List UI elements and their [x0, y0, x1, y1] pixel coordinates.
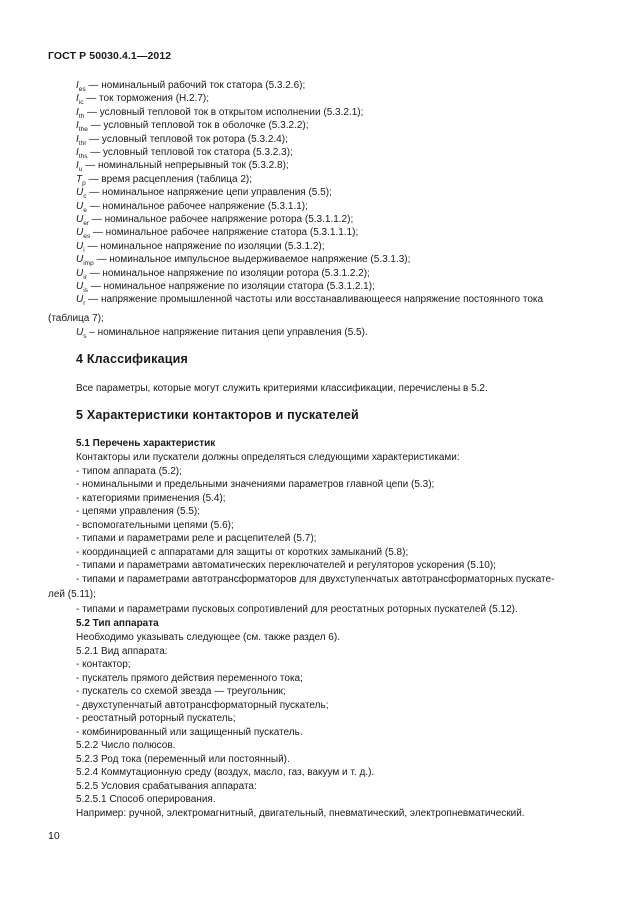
- section-5-2-line: 5.2.4 Коммутационную среду (воздух, масло, газ, вакуум и т. д.).: [76, 767, 375, 778]
- list-item: - типом аппарата (5.2);: [76, 465, 182, 477]
- definition-text: — номинальное импульсное выдерживаемое напряжение (5.3.1.3);: [93, 254, 411, 266]
- definition-text: — номинальное рабочее напряжение статора (5.3.1.1.1);: [90, 227, 359, 239]
- definition-symbol: I: [76, 93, 79, 105]
- section-5-2-line: 5.2.2 Число полюсов.: [76, 740, 176, 751]
- section-5-2-line: 5.2.5 Условия срабатывания аппарата:: [76, 780, 257, 792]
- definition-item: [76, 214, 353, 227]
- definition-text: — номинальный непрерывный ток (5.3.2.8);: [82, 160, 289, 172]
- definition-text: – номинальное напряжение питания цепи управления (5.5).: [86, 327, 368, 338]
- definition-symbol: U: [76, 214, 84, 225]
- list-item: - типами и параметрами автоматических переключателей и регуляторов ускорения (5.10);: [76, 560, 496, 571]
- definition-subscript: r: [83, 300, 86, 308]
- definition-subscript: th: [78, 112, 85, 120]
- section-5-heading: 5 Характеристики контакторов и пускателей: [76, 408, 359, 422]
- definition-subscript: the: [78, 126, 88, 134]
- definition-symbol: I: [76, 80, 79, 91]
- definition-subscript: is: [83, 287, 88, 294]
- section-5-2-line: - контактор;: [76, 659, 131, 670]
- section-5-2-line: - комбинированный или защищенный пускатель.: [76, 726, 303, 738]
- section-4-paragraph: Все параметры, которые могут служить критериями классификации, перечислены в 5.2.: [76, 383, 488, 394]
- definition-subscript: imp: [83, 260, 94, 268]
- definition-symbol: T: [76, 173, 83, 185]
- definition-item: [76, 80, 305, 93]
- definition-symbol: U: [76, 267, 84, 279]
- definition-symbol: U: [76, 227, 84, 239]
- definition-item: [76, 120, 309, 133]
- definition-symbol: U: [76, 327, 84, 338]
- definition-text: — условный тепловой ток ротора (5.3.2.4);: [86, 133, 288, 145]
- definition-item: [76, 147, 293, 160]
- definition-item: [76, 201, 308, 214]
- definition-item: [76, 281, 375, 294]
- definition-text: — ток торможения (Н.2.7);: [83, 93, 210, 105]
- definition-item: [76, 134, 288, 147]
- section-5-2-line: 5.2.3 Род тока (переменный или постоянный).: [76, 753, 290, 765]
- definition-text: — номинальное напряжение по изоляции статора (5.3.1.2.1);: [87, 281, 375, 292]
- document-header: ГОСТ Р 50030.4.1—2012: [48, 50, 172, 62]
- definition-symbol: U: [76, 254, 84, 266]
- definition-item: [76, 254, 410, 267]
- definition-symbol: I: [76, 160, 79, 172]
- definition-subscript: p: [82, 179, 86, 187]
- definition-symbol: I: [76, 147, 79, 158]
- section-5-1-intro: Контакторы или пускатели должны определяться следующими характеристиками:: [76, 452, 460, 463]
- definition-subscript: s: [83, 333, 87, 340]
- definition-subscript: er: [83, 220, 90, 227]
- definition-symbol: U: [76, 294, 84, 306]
- definition-symbol: U: [76, 281, 84, 292]
- definition-item: [76, 107, 363, 120]
- list-item: - цепями управления (5.5);: [76, 506, 201, 517]
- definition-text: — условный тепловой ток статора (5.3.2.3);: [87, 147, 293, 158]
- definition-symbol: U: [76, 240, 84, 252]
- section-5-2-line: - пускатель со схемой звезда — треугольник;: [76, 686, 286, 697]
- definition-text: — условный тепловой ток в оболочке (5.3.2.2);: [87, 120, 309, 132]
- definition-symbol: U: [76, 187, 84, 199]
- definition-item: [76, 227, 358, 240]
- definition-item: [76, 327, 368, 340]
- definition-text: — номинальный рабочий ток статора (5.3.2.6);: [85, 80, 306, 91]
- section-5-2-heading: 5.2 Тип аппарата: [76, 618, 159, 629]
- definition-item: [76, 160, 289, 173]
- list-item: - координацией с аппаратами для защиты от коротких замыканий (5.8);: [76, 546, 409, 558]
- definition-text: — номинальное напряжение по изоляции (5.3.1.2);: [84, 240, 325, 252]
- definition-subscript: thr: [78, 139, 87, 147]
- page-number: 10: [48, 830, 60, 842]
- definition-subscript: ths: [78, 153, 88, 160]
- definition-subscript: u: [78, 166, 83, 174]
- definition-item: [76, 187, 332, 200]
- definition-subscript: ir: [83, 273, 87, 281]
- definition-symbol: I: [76, 106, 79, 118]
- list-item-wrap: лей (5.11);: [48, 589, 96, 600]
- section-5-2-line: 5.2.1 Вид аппарата:: [76, 645, 168, 657]
- definition-symbol: I: [76, 133, 79, 145]
- definition-subscript: es: [83, 233, 91, 241]
- list-item: - категориями применения (5.4);: [76, 492, 226, 504]
- definition-text: — номинальное напряжение цепи управления (5.5);: [86, 187, 332, 199]
- section-4-heading: 4 Классификация: [76, 352, 189, 366]
- definition-item: [76, 268, 370, 281]
- list-item: - типами и параметрами реле и расцепителей (5.7);: [76, 533, 317, 544]
- definition-text: — номинальное напряжение по изоляции ротора (5.3.1.2.2);: [86, 267, 370, 279]
- definition-continuation: (таблица 7);: [48, 313, 104, 324]
- definition-text: — время расцепления (таблица 2);: [85, 173, 253, 185]
- section-5-2-line: 5.2.5.1 Способ оперирования.: [76, 794, 216, 805]
- definition-subscript: c: [83, 193, 87, 201]
- section-5-2-line: Необходимо указывать следующее (см. также раздел 6).: [76, 632, 340, 643]
- definition-subscript: e: [83, 206, 87, 214]
- section-5-1-heading: 5.1 Перечень характеристик: [76, 438, 216, 449]
- list-item: - вспомогательными цепями (5.6);: [76, 519, 234, 531]
- definition-symbol: U: [76, 200, 84, 212]
- list-item: - типами и параметрами пусковых сопротивлений для реостатных роторных пускателей (5.12).: [76, 604, 518, 615]
- list-item: - типами и параметрами автотрансформаторов для двухступенчатых автотрансформаторных пускате-: [76, 573, 555, 585]
- section-5-2-line: Например: ручной, электромагнитный, двигательный, пневматический, электропневматический.: [76, 807, 525, 819]
- definition-text: — условный тепловой ток в открытом исполнении (5.3.2.1);: [84, 106, 364, 118]
- section-5-2-line: - пускатель прямого действия переменного тока;: [76, 672, 303, 684]
- list-item: - номинальными и предельными значениями параметров главной цепи (5.3);: [76, 479, 435, 490]
- definition-text: — напряжение промышленной частоты или восстанавливающееся напряжение постоянного тока: [85, 294, 544, 306]
- definition-item: [76, 174, 252, 187]
- section-5-2-line: - реостатный роторный пускатель;: [76, 713, 236, 724]
- definition-symbol: I: [76, 120, 79, 132]
- definition-item: [76, 93, 209, 106]
- definition-subscript: es: [78, 86, 86, 93]
- definition-item: [76, 294, 543, 307]
- section-5-2-line: - двухступенчатый автотрансформаторный пускатель;: [76, 699, 329, 711]
- definition-text: — номинальное рабочее напряжение (5.3.1.1);: [86, 200, 308, 212]
- definition-item: [76, 241, 325, 254]
- definition-subscript: ic: [78, 99, 84, 107]
- definition-text: — номинальное рабочее напряжение ротора (5.3.1.1.2);: [89, 214, 354, 225]
- definition-subscript: i: [83, 246, 85, 254]
